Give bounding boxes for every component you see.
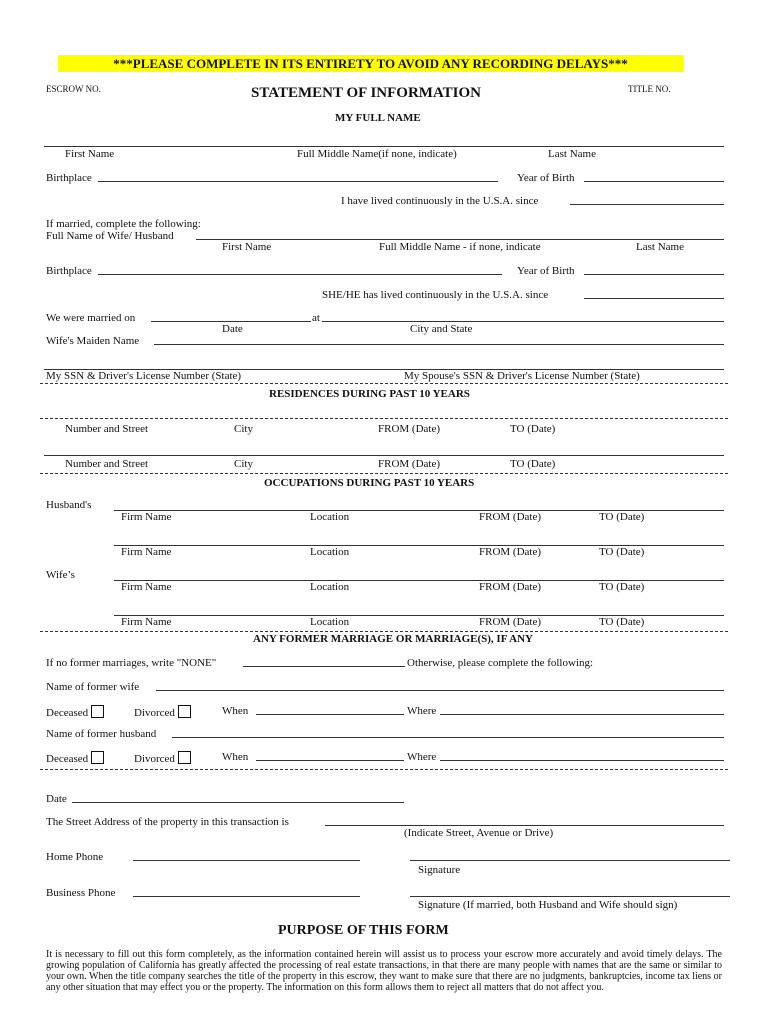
where-label: Where	[407, 705, 437, 717]
first-name-label: First Name	[65, 148, 115, 160]
year-of-birth-label: Year of Birth	[517, 172, 575, 184]
residence-to-label: TO (Date)	[510, 458, 556, 470]
married-date-label: Date	[222, 323, 243, 335]
spouse-full-name-field[interactable]	[196, 239, 724, 240]
signature-label: Signature	[418, 864, 461, 876]
from-date-label: FROM (Date)	[479, 511, 542, 523]
escrow-no-label: ESCROW NO.	[46, 84, 101, 94]
year-of-birth-field[interactable]	[584, 181, 724, 182]
city-state-label: City and State	[410, 323, 473, 335]
birthplace-field[interactable]	[98, 181, 498, 182]
spouse-lived-field[interactable]	[584, 298, 724, 299]
if-married-label: If married, complete the following:	[46, 218, 201, 230]
business-phone-label: Business Phone	[46, 887, 116, 899]
to-date-label: TO (Date)	[599, 546, 645, 558]
divorced-checkbox[interactable]	[178, 751, 191, 764]
if-no-former-label: If no former marriages, write "NONE"	[46, 657, 217, 669]
from-date-label: FROM (Date)	[479, 581, 542, 593]
residence-street-label: Number and Street	[65, 423, 149, 435]
when-label: When	[222, 705, 249, 717]
signature-2-label: Signature (If married, both Husband and Wife should sign)	[418, 899, 678, 911]
date-field[interactable]	[72, 802, 404, 803]
street-address-label: The Street Address of the property in this transaction is	[46, 816, 289, 828]
spouse-year-field[interactable]	[584, 274, 724, 275]
deceased-checkbox[interactable]	[91, 751, 104, 764]
my-full-name-heading: MY FULL NAME	[335, 112, 421, 124]
lived-since-label: I have lived continuously in the U.S.A. since	[341, 195, 539, 207]
date-label: Date	[46, 793, 67, 805]
occupations-heading: OCCUPATIONS DURING PAST 10 YEARS	[264, 477, 475, 489]
business-phone-field[interactable]	[133, 896, 360, 897]
former-none-field[interactable]	[243, 666, 405, 667]
residence-to-label: TO (Date)	[510, 423, 556, 435]
married-date-field[interactable]	[151, 321, 311, 322]
street-address-field[interactable]	[325, 825, 724, 826]
spouse-birthplace-field[interactable]	[98, 274, 502, 275]
residences-heading: RESIDENCES DURING PAST 10 YEARS	[269, 388, 470, 400]
location-label: Location	[310, 546, 350, 558]
section-divider	[40, 383, 728, 384]
from-date-label: FROM (Date)	[479, 616, 542, 628]
purpose-text: It is necessary to fill out this form completely, as the information contained herein will assist us to process your escrow more accurately and avoid timely delays. The growing population of California has greatly affected the processing of real estate transactions, in that there are many people with names that are the same or similar to your own. When the title company searches the title of the property in this escrow, they want to make sure that there are no judgments, bankruptcies, income tax liens or any other situation that may effect you or the property. The information on this form allows them to reject all matters that do not affect you.	[46, 949, 722, 993]
spouse-full-name-label: Full Name of Wife/ Husband	[46, 230, 174, 242]
location-label: Location	[310, 511, 350, 523]
former-wife-field[interactable]	[156, 690, 724, 691]
where-label: Where	[407, 751, 437, 763]
spouse-last-name-label: Last Name	[636, 241, 684, 253]
married-on-label: We were married on	[46, 312, 136, 324]
former-wife-label: Name of former wife	[46, 681, 140, 693]
firm-name-label: Firm Name	[121, 581, 172, 593]
from-date-label: FROM (Date)	[479, 546, 542, 558]
section-divider	[40, 418, 728, 419]
maiden-name-label: Wife's Maiden Name	[46, 335, 140, 347]
when-field[interactable]	[256, 714, 404, 715]
location-label: Location	[310, 581, 350, 593]
residence-field[interactable]	[44, 455, 724, 456]
at-label: at	[312, 312, 320, 324]
residence-city-label: City	[234, 458, 253, 470]
deceased-label: Deceased	[46, 705, 104, 719]
spouse-ssn-label: My Spouse's SSN & Driver's License Number (State)	[404, 370, 640, 382]
location-label: Location	[310, 616, 350, 628]
signature-field[interactable]	[410, 860, 730, 861]
when-field[interactable]	[256, 760, 404, 761]
deceased-label: Deceased	[46, 751, 104, 765]
spouse-lived-label: SHE/HE has lived continuously in the U.S.A. since	[322, 289, 549, 301]
spouse-birthplace-label: Birthplace	[46, 265, 92, 277]
spouse-year-label: Year of Birth	[517, 265, 575, 277]
section-divider	[40, 769, 728, 770]
full-name-field[interactable]	[44, 146, 724, 147]
deceased-checkbox[interactable]	[91, 705, 104, 718]
home-phone-label: Home Phone	[46, 851, 104, 863]
my-ssn-label: My SSN & Driver's License Number (State)	[46, 370, 242, 382]
divorced-label: Divorced	[134, 705, 191, 719]
when-label: When	[222, 751, 249, 763]
where-field[interactable]	[440, 760, 724, 761]
lived-since-field[interactable]	[570, 204, 724, 205]
signature-field-2[interactable]	[410, 896, 730, 897]
recording-delay-banner: ***PLEASE COMPLETE IN ITS ENTIRETY TO AVOID ANY RECORDING DELAYS***	[58, 55, 683, 72]
divorced-checkbox[interactable]	[178, 705, 191, 718]
residence-from-label: FROM (Date)	[378, 458, 441, 470]
title-no-label: TITLE NO.	[628, 84, 671, 94]
firm-name-label: Firm Name	[121, 546, 172, 558]
birthplace-label: Birthplace	[46, 172, 92, 184]
form-title: STATEMENT OF INFORMATION	[251, 85, 482, 101]
maiden-name-field[interactable]	[154, 344, 724, 345]
middle-name-label: Full Middle Name(if none, indicate)	[297, 148, 457, 160]
last-name-label: Last Name	[548, 148, 596, 160]
residence-city-label: City	[234, 423, 253, 435]
otherwise-label: Otherwise, please complete the following:	[407, 657, 594, 669]
firm-name-label: Firm Name	[121, 511, 172, 523]
residence-street-label: Number and Street	[65, 458, 149, 470]
married-place-field[interactable]	[322, 321, 724, 322]
former-husband-label: Name of former husband	[46, 728, 157, 740]
divorced-label: Divorced	[134, 751, 191, 765]
spouse-first-name-label: First Name	[222, 241, 272, 253]
residence-from-label: FROM (Date)	[378, 423, 441, 435]
to-date-label: TO (Date)	[599, 511, 645, 523]
section-divider	[40, 473, 728, 474]
indicate-street-label: (Indicate Street, Avenue or Drive)	[404, 827, 554, 839]
to-date-label: TO (Date)	[599, 616, 645, 628]
husband-label: Husband's	[46, 499, 92, 511]
purpose-heading: PURPOSE OF THIS FORM	[278, 923, 449, 938]
home-phone-field[interactable]	[133, 860, 360, 861]
former-husband-field[interactable]	[172, 737, 724, 738]
section-divider	[40, 631, 728, 632]
spouse-middle-name-label: Full Middle Name - if none, indicate	[379, 241, 541, 253]
firm-name-label: Firm Name	[121, 616, 172, 628]
former-marriage-heading: ANY FORMER MARRIAGE OR MARRIAGE(S), IF ANY	[253, 633, 533, 645]
wife-label: Wife’s	[46, 569, 75, 581]
to-date-label: TO (Date)	[599, 581, 645, 593]
where-field[interactable]	[440, 714, 724, 715]
